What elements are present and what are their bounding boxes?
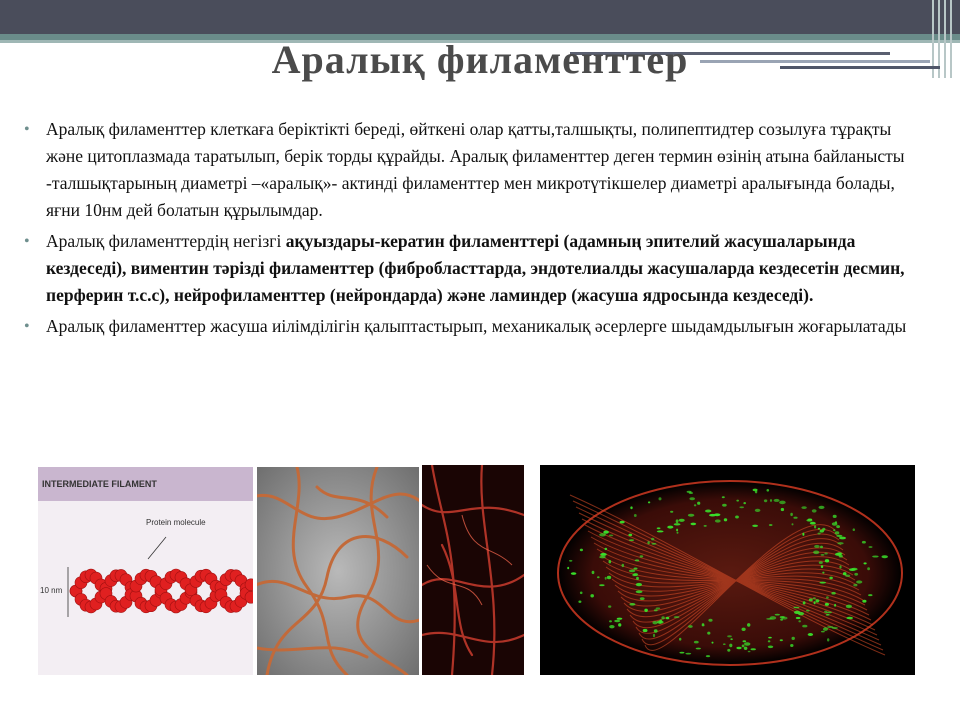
protein-label: Protein molecule [146, 518, 206, 527]
bullet-item-1 [24, 116, 914, 224]
slide-title: Аралық филаменттер [271, 37, 689, 82]
diagram-header: INTERMEDIATE FILAMENT [42, 479, 157, 489]
filament-beads [70, 569, 253, 613]
fluorescent-cell-image [540, 465, 915, 675]
bullet-item-2 [24, 228, 914, 309]
bullet-bold-text: ақуыздары-кератин филаменттері (адамның эпителий жасушаларында кездеседі), виментин тәрізді филаменттер (фибробласттарда, эндотелиалды жасушаларда кездесетін десмин, перферин т.с.с), нейрофиламенттер (нейрондарда) және ламиндер (жасуша ядросында кездеседі). [46, 231, 905, 305]
micrograph-image-1 [257, 467, 419, 675]
bullet-marker: • [24, 318, 30, 335]
header-band [0, 0, 960, 34]
bullet-text: Аралық филаменттер жасуша иілімділігін қалыптастырып, механикалық әсерлерге шыдамдылығын жоғарылатады [46, 316, 907, 336]
bullet-text: Аралық филаменттер клеткаға беріктікті береді, өйткені олар қатты,талшықты, полипептидтер созылуға тұрақты және цитоплазмада таратылып, берік торды құрайды. Аралық филаменттер деген термин өзінің атына байланысты -талшықтарының диаметрі –«аралық»- актинді филаменттер мен микротүтікшелер диаметрі аралығында болады, яғни 10нм дей болатын құрылымдар. [46, 119, 905, 220]
bullet-list [24, 116, 914, 344]
micrograph-image-2 [422, 465, 524, 675]
bullet-text: Аралық филаменттердің негізгі [46, 231, 286, 251]
bullet-marker: • [24, 121, 30, 138]
bullet-item-3 [24, 313, 914, 340]
scale-label: 10 nm [40, 586, 63, 595]
filament-diagram-image [38, 467, 253, 675]
bullet-marker: • [24, 233, 30, 250]
